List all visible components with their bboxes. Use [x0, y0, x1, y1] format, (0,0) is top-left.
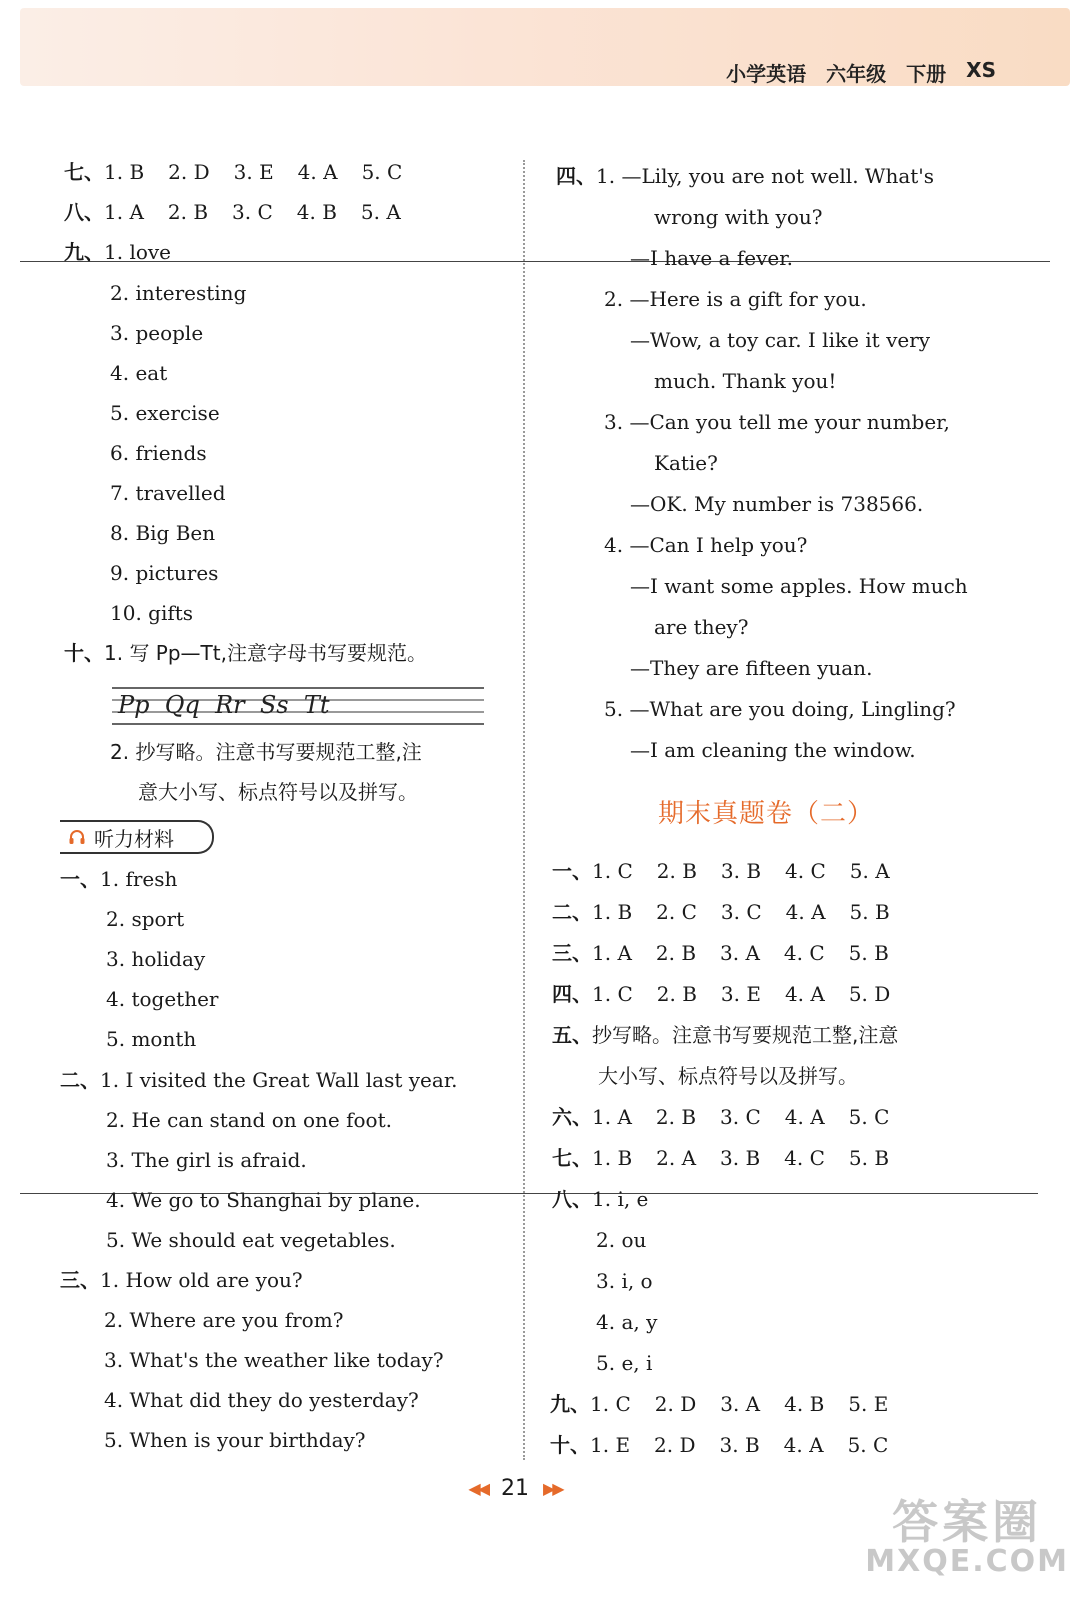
cut-line-top: [20, 261, 1050, 262]
answer-row-r10: 十、1. E 2. D 3. B 4. A 5. C: [550, 1433, 889, 1457]
answer-row-r3: 三、1. A 2. B 3. A 4. C 5. B: [552, 941, 889, 965]
list-item: 3. i, o: [596, 1269, 653, 1293]
dialogue-line: —I am cleaning the window.: [630, 738, 916, 762]
listening-material-tag: [60, 820, 214, 854]
headphone-icon: [68, 828, 86, 846]
list-item: 2. sport: [106, 907, 185, 931]
answer-row-r5: 五、抄写略。注意书写要规范工整,注意: [552, 1023, 899, 1047]
dialogue-line: 5. —What are you doing, Lingling?: [604, 697, 956, 721]
answer-row-r4: 四、1. C 2. B 3. E 4. A 5. D: [552, 982, 891, 1006]
arrow-right-icon: ▶▶: [543, 1478, 562, 1498]
list-item: 3. holiday: [106, 947, 206, 971]
list-item: 5. We should eat vegetables.: [106, 1228, 396, 1252]
list-item: 8. Big Ben: [110, 521, 216, 545]
list-item: 7. travelled: [110, 481, 226, 505]
list-item: 4. We go to Shanghai by plane.: [106, 1188, 421, 1212]
dialogue-line: 2. —Here is a gift for you.: [604, 287, 867, 311]
answer-text: 大小写、标点符号以及拼写。: [598, 1064, 858, 1088]
list-item: 4. What did they do yesterday?: [104, 1388, 419, 1412]
answer-row-l4: 四、1. —Lily, you are not well. What's: [556, 164, 935, 188]
header-grade: 六年级: [826, 62, 887, 86]
dialogue-line: 4. —Can I help you?: [604, 533, 808, 557]
page-footer: [430, 1474, 600, 1502]
answer-row-r9: 九、1. C 2. D 3. A 4. B 5. E: [550, 1392, 889, 1416]
answer-row-q7: 七、1. B 2. D 3. E 4. A 5. C: [64, 160, 403, 184]
header-volume: 下册: [906, 62, 947, 86]
dialogue-line: Katie?: [654, 451, 718, 475]
list-item: 2. ou: [596, 1228, 647, 1252]
list-item: 2. He can stand on one foot.: [106, 1108, 392, 1132]
dialogue-line: —Wow, a toy car. I like it very: [630, 328, 931, 352]
list-item: 3. people: [110, 321, 204, 345]
list-item: 2. Where are you from?: [104, 1308, 344, 1332]
list-item: 5. exercise: [110, 401, 220, 425]
answer-row-l1: 一、1. fresh: [60, 867, 178, 891]
arrow-left-icon: ◀◀: [468, 1478, 487, 1498]
list-item: 3. The girl is afraid.: [106, 1148, 307, 1172]
list-item: 6. friends: [110, 441, 207, 465]
list-item: 10. gifts: [110, 601, 194, 625]
dialogue-line: —They are fifteen yuan.: [630, 656, 873, 680]
dialogue-line: —I have a fever.: [630, 246, 793, 270]
answer-row-q10: 十、1. 写 Pp—Tt,注意字母书写要规范。: [64, 641, 427, 665]
answer-row-q9: 九、1. love: [64, 240, 172, 264]
answer-row-r2: 二、1. B 2. C 3. C 4. A 5. B: [552, 900, 890, 924]
column-divider: [523, 160, 525, 1460]
answer-row-l2: 二、1. I visited the Great Wall last year.: [60, 1068, 458, 1092]
list-item: 5. e, i: [596, 1351, 653, 1375]
header-info: [726, 58, 996, 87]
answer-row-r8: 八、1. i, e: [552, 1187, 649, 1211]
answer-row-l3: 三、1. How old are you?: [60, 1268, 303, 1292]
handwritten-letters: Pp Qq Rr Ss Tt: [118, 691, 330, 719]
list-item: 2. interesting: [110, 281, 247, 305]
handwriting-lines: [112, 684, 484, 726]
answer-row-r1: 一、1. C 2. B 3. B 4. C 5. A: [552, 859, 890, 883]
list-item: 9. pictures: [110, 561, 219, 585]
dialogue-line: wrong with you?: [654, 205, 823, 229]
answer-text: 2. 抄写略。注意书写要规范工整,注: [110, 740, 422, 764]
dialogue-line: —OK. My number is 738566.: [630, 492, 924, 516]
list-item: 5. When is your birthday?: [104, 1428, 366, 1452]
dialogue-line: are they?: [654, 615, 749, 639]
list-item: 4. eat: [110, 361, 168, 385]
list-item: 4. together: [106, 987, 219, 1011]
dialogue-line: much. Thank you!: [654, 369, 837, 393]
watermark-logo: 答案圈 MXQE.COM: [865, 1495, 1069, 1579]
list-item: 3. What's the weather like today?: [104, 1348, 444, 1372]
answer-row-r6: 六、1. A 2. B 3. C 4. A 5. C: [552, 1105, 890, 1129]
header-subject: 小学英语: [726, 62, 807, 86]
dialogue-line: 3. —Can you tell me your number,: [604, 410, 950, 434]
list-item: 5. month: [106, 1027, 197, 1051]
list-item: 4. a, y: [596, 1310, 658, 1334]
page-number: 21: [501, 1475, 529, 1501]
answer-row-r7: 七、1. B 2. A 3. B 4. C 5. B: [552, 1146, 890, 1170]
listening-label: 听力材料: [94, 826, 174, 851]
answer-text: 意大小写、标点符号以及拼写。: [138, 780, 418, 804]
answer-row-q8: 八、1. A 2. B 3. C 4. B 5. A: [64, 200, 401, 224]
dialogue-line: —I want some apples. How much: [630, 574, 968, 598]
exam-section-title: 期末真题卷（二）: [658, 799, 875, 829]
header-edition: XS: [966, 58, 996, 82]
